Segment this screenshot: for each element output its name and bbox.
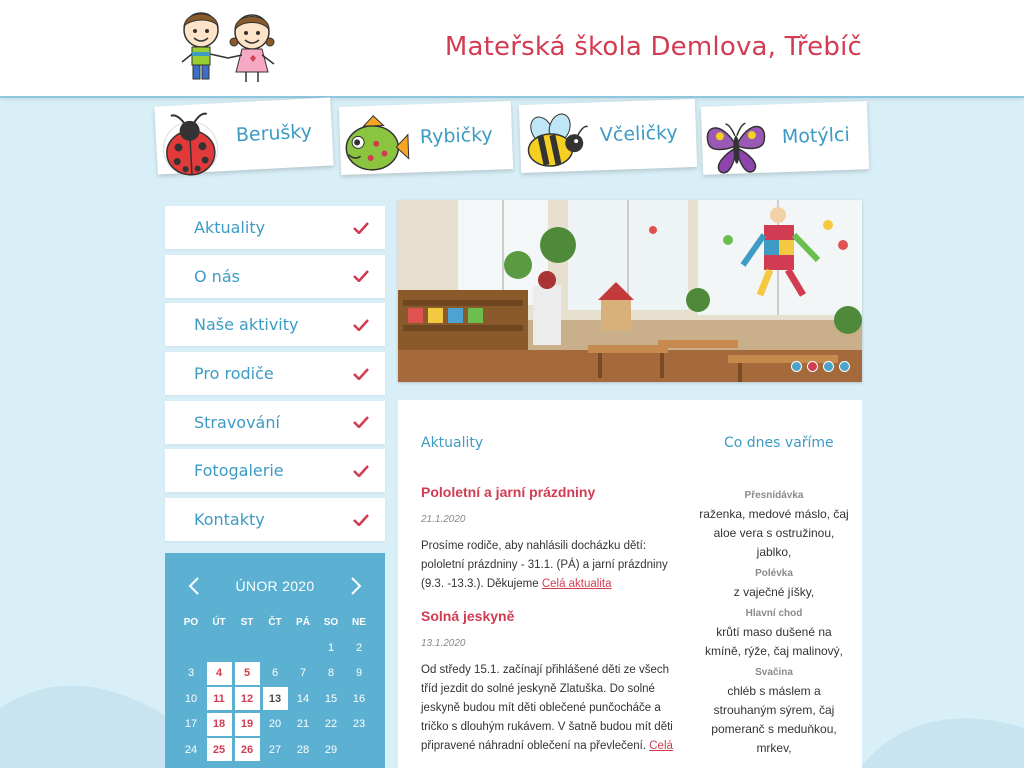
meal-name: Svačina (755, 667, 793, 678)
class-label: Rybičky (419, 123, 494, 149)
check-icon (353, 514, 369, 526)
class-label: Včeličky (599, 121, 679, 147)
class-card-berusky[interactable] (154, 97, 333, 174)
meal-text: chléb s máslem a strouhaným sýrem, čaj pomeranč s meduňkou, mrkev, (711, 684, 837, 755)
calendar-week (177, 686, 373, 711)
calendar-day: 3 (187, 667, 195, 680)
check-icon (353, 270, 369, 282)
calendar-month: ÚNOR 2020 (235, 578, 315, 594)
calendar-week (177, 737, 373, 762)
calendar-day (261, 637, 289, 660)
class-label: Motýlci (781, 123, 851, 149)
news-title-link[interactable]: Solná jeskyně (421, 608, 515, 624)
meal-text: krůtí maso dušené na kmíně, rýže, čaj malinový, (704, 625, 844, 658)
menu-item-label: Kontakty (194, 510, 265, 530)
check-icon (353, 368, 369, 380)
calendar-day: 27 (268, 743, 282, 756)
calendar-day: 6 (271, 667, 279, 680)
news-item (421, 484, 683, 594)
menu-item-label: Naše aktivity (194, 315, 299, 335)
calendar-day: 24 (184, 743, 198, 756)
ladybug-icon (155, 107, 229, 181)
weekday-label: ÚT (212, 617, 226, 629)
slide-dot[interactable] (823, 361, 834, 372)
chevron-right-icon[interactable] (347, 575, 365, 597)
calendar-day-event[interactable]: 25 (207, 738, 232, 761)
calendar-day: 16 (352, 692, 366, 705)
calendar-grid (177, 610, 373, 762)
menu-item-label: O nás (194, 266, 240, 286)
news-item (421, 608, 683, 756)
calendar-day-event[interactable]: 12 (235, 687, 260, 710)
meal-text: z vaječné jíšky, (733, 585, 815, 599)
calendar-weekdays (177, 610, 373, 635)
menu-item-nase-aktivity[interactable] (165, 303, 385, 346)
calendar-day-event[interactable]: 18 (207, 713, 232, 736)
calendar-day: 14 (296, 692, 310, 705)
calendar-day: 29 (324, 743, 338, 756)
calendar-day-event[interactable]: 26 (235, 738, 260, 761)
read-more-link[interactable]: Celá (649, 740, 673, 752)
sidebar-menu (165, 206, 385, 547)
slide-dot-active[interactable] (807, 361, 818, 372)
site-header (0, 0, 1024, 98)
fish-icon (339, 109, 411, 181)
food-heading: Co dnes vaříme (724, 435, 834, 451)
news-body: Prosíme rodiče, aby nahlásili docházku dětí: pololetní prázdniny - 31.1. (PÁ) a jarní prázdniny (9.3. -13.3.). Děkujeme (421, 540, 668, 590)
menu-item-kontakty[interactable] (165, 498, 385, 541)
class-navigation (150, 98, 880, 188)
slide-dot[interactable] (791, 361, 802, 372)
calendar-day: 23 (352, 718, 366, 731)
class-card-vcelicky[interactable] (519, 99, 697, 173)
main-content (398, 400, 862, 768)
calendar-day: 20 (268, 718, 282, 731)
calendar-day-event[interactable]: 5 (235, 662, 260, 685)
news-date: 13.1.2020 (421, 638, 466, 649)
check-icon (353, 319, 369, 331)
news-body: Od středy 15.1. začínají přihlášené děti ze všech tříd jezdit do solné jeskyně Zlatuška. Do solné jeskyně budou mít děti oblečené punčocháče a tričko s dlouhým rukávem. V šatně budou mít děti připravené náhradní oblečení na převlečení. (421, 664, 673, 752)
menu-item-stravovani[interactable] (165, 401, 385, 444)
butterfly-icon (701, 108, 773, 180)
weekday-label: ČT (268, 617, 282, 629)
weekday-label: PÁ (296, 617, 310, 629)
news-date: 21.1.2020 (421, 514, 466, 525)
calendar-day: 9 (355, 667, 363, 680)
calendar-day: 28 (296, 743, 310, 756)
calendar-day: 10 (184, 692, 198, 705)
calendar-day-event[interactable]: 4 (207, 662, 232, 685)
menu-item-label: Fotogalerie (194, 461, 284, 481)
site-title[interactable]: Mateřská škola Demlova, Třebíč (444, 32, 862, 62)
class-card-motylci[interactable] (701, 101, 869, 175)
menu-item-fotogalerie[interactable] (165, 449, 385, 492)
weekday-label: SO (323, 617, 339, 629)
photo-slideshow[interactable] (398, 200, 862, 382)
check-icon (353, 416, 369, 428)
slide-dot[interactable] (839, 361, 850, 372)
calendar-day: 7 (299, 667, 307, 680)
event-calendar (165, 553, 385, 768)
calendar-day: 17 (184, 718, 198, 731)
bee-icon (519, 107, 591, 179)
calendar-day: 1 (327, 642, 335, 655)
calendar-day (345, 738, 373, 761)
calendar-day: 8 (327, 667, 335, 680)
kids-logo-icon[interactable] (168, 8, 286, 88)
calendar-day-today[interactable]: 13 (263, 687, 288, 710)
calendar-week (177, 661, 373, 686)
calendar-week (177, 635, 373, 660)
calendar-day: 22 (324, 718, 338, 731)
weekday-label: PO (183, 617, 199, 629)
calendar-day: 2 (355, 642, 363, 655)
calendar-day (289, 637, 317, 660)
calendar-day (177, 637, 205, 660)
meal-text: raženka, medové máslo, čaj aloe vera s ostružinou, jablko, (699, 507, 849, 559)
calendar-day: 21 (296, 718, 310, 731)
menu-item-aktuality[interactable] (165, 206, 385, 249)
weekday-label: ST (240, 617, 254, 629)
class-label: Berušky (235, 120, 313, 147)
check-icon (353, 465, 369, 477)
calendar-day-event[interactable]: 19 (235, 713, 260, 736)
menu-item-label: Pro rodiče (194, 364, 274, 384)
meal-name: Hlavní chod (745, 608, 803, 619)
menu-item-pro-rodice[interactable] (165, 352, 385, 395)
meal-name: Polévka (755, 568, 793, 579)
news-text (421, 661, 683, 756)
read-more-link[interactable]: Celá aktualita (541, 578, 612, 590)
calendar-day (233, 637, 261, 660)
slideshow-dots (791, 361, 850, 372)
calendar-weeks (177, 635, 373, 762)
calendar-day-event[interactable]: 11 (207, 687, 232, 710)
calendar-week (177, 712, 373, 737)
weekday-label: NE (352, 617, 366, 629)
menu-item-label: Aktuality (194, 218, 266, 237)
menu-item-label: Stravování (194, 412, 280, 432)
news-text (421, 537, 683, 594)
menu-item-o-nas[interactable] (165, 255, 385, 298)
news-title-link[interactable]: Pololetní a jarní prázdniny (421, 484, 596, 500)
calendar-day (205, 637, 233, 660)
class-card-rybicky[interactable] (339, 101, 513, 175)
classroom-photo (398, 200, 862, 382)
check-icon (353, 222, 369, 234)
calendar-day: 15 (324, 692, 338, 705)
daily-menu (698, 484, 850, 758)
news-heading: Aktuality (421, 435, 484, 451)
news-list (421, 484, 683, 768)
meal-name: Přesnídávka (744, 490, 804, 501)
